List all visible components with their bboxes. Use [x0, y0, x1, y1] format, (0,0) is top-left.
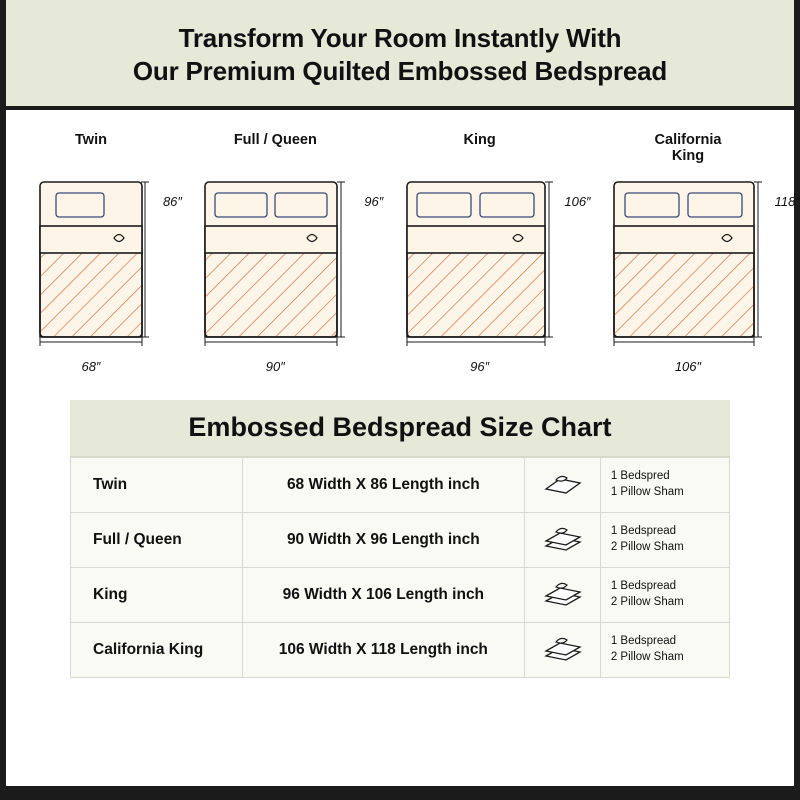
size-chart-section — [6, 374, 794, 678]
bed-title-line2: King — [671, 148, 705, 165]
page-title — [26, 22, 774, 88]
bed-height-label-full-queen: 96″ — [364, 193, 384, 209]
table-row — [71, 567, 730, 622]
bedspread-stack-icon — [540, 630, 584, 664]
includes-line2: 2 Pillow Sham — [610, 540, 684, 553]
bedspread-stack-icon — [540, 520, 584, 554]
includes-line2: 1 Pillow Sham — [610, 485, 684, 498]
bed-title — [608, 132, 768, 166]
bed-diagram-twin — [32, 131, 182, 374]
includes-line1: 1 Bedspread — [610, 579, 677, 592]
bed-illustration-twin — [32, 174, 150, 349]
bed-figure-wrap — [199, 174, 384, 349]
bed-illustration-king — [401, 174, 559, 349]
bed-diagram-california-king — [608, 131, 800, 374]
row-icon-cell — [524, 567, 600, 622]
includes-line1: 1 Bedspred — [610, 469, 670, 482]
bed-title — [32, 132, 150, 166]
row-dimensions: 68 Width X 86 Length inch — [242, 457, 524, 512]
bed-figure-wrap — [32, 174, 182, 349]
row-icon-cell — [524, 457, 600, 512]
row-includes — [600, 512, 729, 567]
bed-title-line1: Twin — [75, 131, 107, 148]
bed-diagram-king — [401, 131, 591, 374]
bed-width-label-full-queen: 90″ — [265, 358, 285, 374]
row-size-name: Full / Queen — [71, 512, 243, 567]
bed-illustration-full-queen — [199, 174, 351, 349]
bed-height-label-twin: 86″ — [162, 193, 182, 209]
bed-figure-wrap — [401, 174, 591, 349]
bed-diagrams-row — [6, 110, 800, 374]
row-includes — [600, 567, 729, 622]
bed-height-label-california-king: 118″ — [774, 193, 800, 209]
table-row — [71, 622, 730, 677]
includes-line1: 1 Bedspread — [610, 524, 677, 537]
includes-line2: 2 Pillow Sham — [610, 650, 684, 663]
footer-bar — [6, 786, 794, 800]
includes-line1: 1 Bedspread — [610, 634, 677, 647]
footer-spacer — [6, 752, 794, 786]
row-includes — [600, 622, 729, 677]
header-banner — [6, 0, 794, 110]
size-chart-title: Embossed Bedspread Size Chart — [70, 400, 730, 457]
row-dimensions: 90 Width X 96 Length inch — [242, 512, 524, 567]
row-includes — [600, 457, 729, 512]
includes-line2: 2 Pillow Sham — [610, 595, 684, 608]
bed-figure-wrap — [608, 174, 800, 349]
bed-diagram-full-queen — [199, 131, 384, 374]
page-title-line2: Our Premium Quilted Embossed Bedspread — [132, 55, 668, 86]
bed-title — [199, 132, 351, 166]
row-icon-cell — [524, 512, 600, 567]
row-dimensions: 96 Width X 106 Length inch — [242, 567, 524, 622]
bed-title-line1: Full / Queen — [233, 131, 317, 148]
bed-title-line1: King — [463, 131, 496, 148]
row-icon-cell — [524, 622, 600, 677]
bed-height-label-king: 106″ — [564, 193, 591, 209]
row-dimensions: 106 Width X 118 Length inch — [242, 622, 524, 677]
bedspread-stack-icon — [540, 575, 584, 609]
size-chart-table — [70, 457, 730, 678]
row-size-name: California King — [71, 622, 243, 677]
bed-width-label-twin: 68″ — [81, 358, 101, 374]
bed-width-label-california-king: 106″ — [674, 358, 702, 374]
table-row — [71, 512, 730, 567]
row-size-name: King — [71, 567, 243, 622]
bed-title-line1: California — [654, 131, 722, 148]
bed-illustration-california-king — [608, 174, 768, 349]
table-row — [71, 457, 730, 512]
bed-title — [401, 132, 559, 166]
bed-width-label-king: 96″ — [470, 358, 490, 374]
row-size-name: Twin — [71, 457, 243, 512]
page-title-line1: Transform Your Room Instantly With — [178, 23, 622, 53]
bedspread-stack-icon — [540, 465, 584, 499]
